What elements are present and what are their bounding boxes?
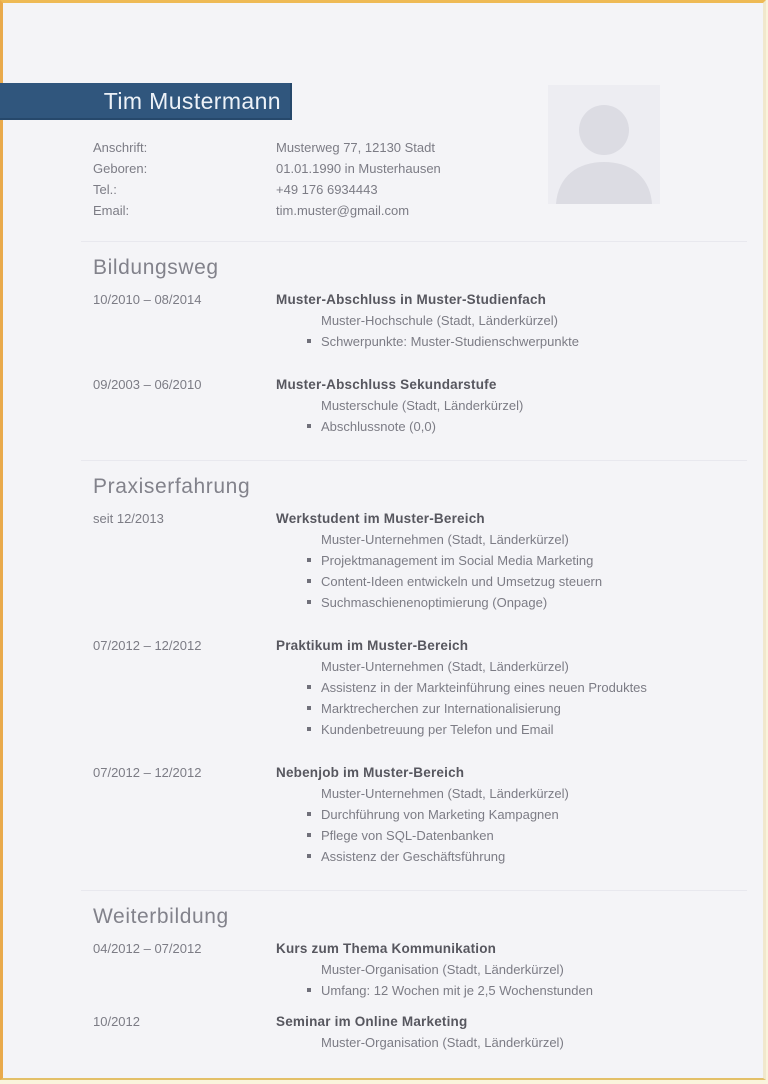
entry-body <box>276 290 763 352</box>
bullet-item: Kundenbetreuung per Telefon und Email <box>307 719 749 740</box>
contact-value-email: tim.muster@gmail.com <box>276 203 410 218</box>
person-name: Tim Mustermann <box>103 88 281 114</box>
entry-bullets <box>276 331 749 352</box>
bullet-item: Durchführung von Marketing Kampagnen <box>307 804 749 825</box>
entry-bullets <box>276 416 749 437</box>
photo-placeholder <box>548 85 660 204</box>
cv-entry <box>3 939 763 1001</box>
entry-body <box>276 763 763 867</box>
cv-entry <box>3 1012 763 1053</box>
contact-label: Geboren: <box>93 161 148 176</box>
contact-row <box>93 158 763 179</box>
contact-row <box>93 200 763 221</box>
entry-date-range: seit 12/2013 <box>93 511 164 526</box>
entry-institution: Muster-Hochschule (Stadt, Länderkürzel) <box>321 313 558 328</box>
entry-institution: Muster-Unternehmen (Stadt, Länderkürzel) <box>321 532 569 547</box>
sections <box>3 241 763 1053</box>
entry-bullets <box>276 677 749 740</box>
entry-title: Seminar im Online Marketing <box>276 1014 468 1029</box>
entry-date-range: 04/2012 – 07/2012 <box>93 941 202 956</box>
entry-bullets <box>276 550 749 613</box>
entry-body <box>276 636 763 740</box>
cv-entry <box>3 636 763 740</box>
entry-institution: Muster-Organisation (Stadt, Länderkürzel) <box>321 962 564 977</box>
section-heading: Weiterbildung <box>93 905 229 928</box>
entry-title: Kurs zum Thema Kommunikation <box>276 941 497 956</box>
entry-date-range: 10/2010 – 08/2014 <box>93 292 202 307</box>
bullet-item: Schwerpunkte: Muster-Studienschwerpunkte <box>307 331 749 352</box>
entry-bullets <box>276 804 749 867</box>
name-header-bar <box>0 83 292 120</box>
contact-value-address: Musterweg 77, 12130 Stadt <box>276 140 435 155</box>
entry-title: Praktikum im Muster-Bereich <box>276 638 469 653</box>
contact-value-birthdate: 01.01.1990 in Musterhausen <box>276 161 441 176</box>
cv-entry <box>3 290 763 352</box>
section-entries <box>3 290 763 437</box>
bullet-item: Suchmaschienenoptimierung (Onpage) <box>307 592 749 613</box>
section-heading: Bildungsweg <box>93 256 219 279</box>
contact-row <box>93 137 763 158</box>
contact-label: Email: <box>93 203 130 218</box>
entry-institution: Muster-Unternehmen (Stadt, Länderkürzel) <box>321 786 569 801</box>
person-silhouette-icon <box>548 92 660 204</box>
cv-section <box>3 241 763 437</box>
bullet-item: Abschlussnote (0,0) <box>307 416 749 437</box>
bullet-item: Pflege von SQL-Datenbanken <box>307 825 749 846</box>
contact-value-phone: +49 176 6934443 <box>276 182 378 197</box>
entry-date-range: 10/2012 <box>93 1014 140 1029</box>
contact-label: Anschrift: <box>93 140 148 155</box>
section-divider <box>81 241 747 242</box>
bullet-item: Projektmanagement im Social Media Marketing <box>307 550 749 571</box>
cv-section <box>3 890 763 1053</box>
cv-entry <box>3 509 763 613</box>
cv-entry <box>3 375 763 437</box>
bullet-item: Assistenz der Geschäftsführung <box>307 846 749 867</box>
entry-bullets <box>276 980 749 1001</box>
entry-institution: Muster-Unternehmen (Stadt, Länderkürzel) <box>321 659 569 674</box>
entry-body <box>276 375 763 437</box>
cv-entry <box>3 763 763 867</box>
entry-body <box>276 1012 763 1053</box>
contact-label: Tel.: <box>93 182 117 197</box>
contact-row <box>93 179 763 200</box>
section-entries <box>3 509 763 867</box>
entry-institution: Muster-Organisation (Stadt, Länderkürzel) <box>321 1035 564 1050</box>
entry-body <box>276 939 763 1001</box>
entry-date-range: 09/2003 – 06/2010 <box>93 377 202 392</box>
entry-title: Muster-Abschluss in Muster-Studienfach <box>276 292 547 307</box>
entry-title: Werkstudent im Muster-Bereich <box>276 511 485 526</box>
section-divider <box>81 890 747 891</box>
section-entries <box>3 939 763 1053</box>
bullet-item: Assistenz in der Markteinführung eines neuen Produktes <box>307 677 749 698</box>
entry-title: Muster-Abschluss Sekundarstufe <box>276 377 497 392</box>
cv-section <box>3 460 763 867</box>
bullet-item: Content-Ideen entwickeln und Umsetzug steuern <box>307 571 749 592</box>
entry-institution: Musterschule (Stadt, Länderkürzel) <box>321 398 524 413</box>
entry-date-range: 07/2012 – 12/2012 <box>93 765 202 780</box>
entry-title: Nebenjob im Muster-Bereich <box>276 765 465 780</box>
bullet-item: Marktrecherchen zur Internationalisierung <box>307 698 749 719</box>
section-heading: Praxiserfahrung <box>93 475 251 498</box>
section-divider <box>81 460 747 461</box>
entry-body <box>276 509 763 613</box>
bullet-item: Umfang: 12 Wochen mit je 2,5 Wochenstunden <box>307 980 749 1001</box>
entry-date-range: 07/2012 – 12/2012 <box>93 638 202 653</box>
